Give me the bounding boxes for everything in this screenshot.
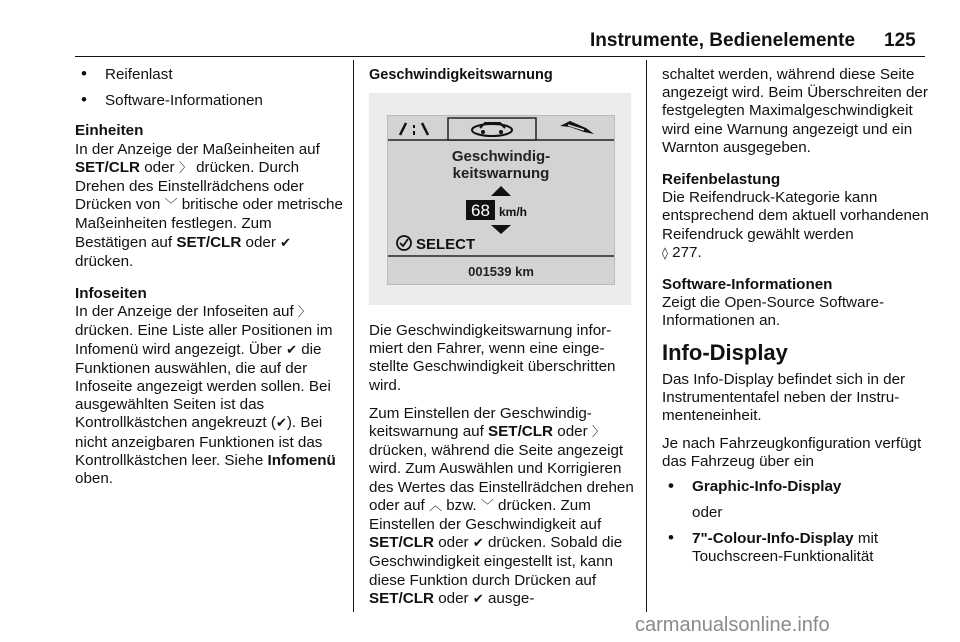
header-title: Instrumente, Bedienelemente <box>590 30 856 51</box>
column-2-body <box>369 322 637 619</box>
text: ausge- <box>483 589 535 607</box>
text: oder <box>241 233 281 251</box>
section-heading: Software-Informationen <box>662 276 833 294</box>
text: mit Touchscreen-Funktionalität <box>692 530 879 566</box>
text: bzw. <box>441 496 481 514</box>
text: drücken, während die Seite angezeigt wird. Zum Auswählen und Korrigieren des Wertes das Einstellrädchen drehen oder auf <box>369 442 634 514</box>
einheiten-section <box>75 122 345 271</box>
speed-warning-figure <box>369 93 631 305</box>
page-reference-icon: ◊ <box>662 245 668 260</box>
text: Zeigt die Open-Source Software-Informationen an. <box>662 294 885 330</box>
checkmark-icon: ✔ <box>275 416 287 432</box>
bullet-item: • Reifenlast <box>75 66 345 84</box>
bullet-item: • Graphic-Info-Display <box>662 478 930 496</box>
text: drücken. Sobald die Geschwindigkeit eingestellt ist, kann diese Funktion durch Drücken auf <box>369 534 623 589</box>
text: Die Reifendruck-Kategorie kann entsprechend dem aktuell vorhandenen Reifendruck gewählt werden <box>662 189 929 243</box>
checkmark-icon: ✔ <box>286 342 297 358</box>
text: In der Anzeige der Maßeinheiten auf <box>75 140 320 158</box>
text: In der Anzeige der Infoseiten auf <box>75 303 298 321</box>
instrument-display-screen <box>387 115 615 285</box>
speed-value: 68 <box>471 201 490 220</box>
section-heading: Reifenbelastung <box>662 171 781 189</box>
text: drücken. Zum Einstellen der Geschwindigkeit auf <box>369 496 602 534</box>
road-sign-icon <box>560 121 594 134</box>
text: oder <box>553 423 592 441</box>
column-divider-2 <box>646 60 647 612</box>
text: die Funktionen auswählen, die auf der Infoseite angezeigt werden sollen. Bei ausgewählten Seiten ist das Kontrollkästchen angekreuzt ( <box>75 340 331 432</box>
section-heading: Einheiten <box>75 122 144 140</box>
page-reference[interactable]: 277. <box>667 243 702 261</box>
text: oben. <box>75 470 114 488</box>
paragraph <box>369 405 637 609</box>
chevron-down-icon: ﹀ <box>164 198 178 214</box>
display-title-line1: Geschwindig- <box>451 148 551 165</box>
key-label: SET/CLR <box>369 534 434 552</box>
display-title-line2: keitswarnung <box>452 165 550 182</box>
column-3 <box>662 66 930 574</box>
arrow-down-icon <box>491 225 511 234</box>
infoseiten-section <box>75 285 345 488</box>
page-number: 125 <box>884 30 916 51</box>
bullet-connector: oder <box>692 503 723 521</box>
chevron-right-icon: 〉 <box>591 425 605 441</box>
paragraph: Die Geschwindigkeitswarnung informiert den Fahrer, wenn eine eingestellte Geschwindigkeit überschritten wird. <box>369 322 616 394</box>
display-graphic <box>388 116 614 284</box>
text: drücken. Eine Liste aller Positionen im Infomenü wird angezeigt. Über <box>75 322 333 358</box>
text: oder <box>433 534 473 552</box>
section-heading: Infoseiten <box>75 285 147 303</box>
checkmark-icon: ✔ <box>280 235 292 251</box>
bullet-item <box>662 530 930 566</box>
checkmark-icon: ✔ <box>472 536 484 552</box>
odometer-value: 001539 km <box>468 264 534 279</box>
chevron-down-icon: ﹀ <box>480 498 494 514</box>
text: oder <box>139 158 179 176</box>
bullet-item: • Software-Informationen <box>75 92 345 110</box>
text: oder <box>433 589 473 607</box>
chevron-up-icon: ︿ <box>428 498 442 514</box>
key-label: SET/CLR <box>75 158 140 176</box>
section-heading: Geschwindigkeitswarnung <box>369 67 553 83</box>
select-check-icon <box>397 236 411 250</box>
speed-unit: km/h <box>499 205 528 219</box>
chevron-right-icon: 〉 <box>178 160 192 176</box>
column-2 <box>369 66 637 84</box>
chevron-right-icon: 〉 <box>297 305 311 321</box>
text: Zum Einstellen der Geschwindigkeitswarnung auf <box>369 404 592 441</box>
paragraph: schaltet werden, während diese Seite angezeigt wird. Beim Überschreiten der festgelegten Maximalgeschwindigkeit wird eine Warnung angezeigt und ein Warnton ausgegeben. <box>662 66 928 156</box>
info-display-heading: Info-Display <box>662 339 788 365</box>
text: drücken. <box>75 252 134 270</box>
column-1 <box>75 66 345 498</box>
reifenbelastung-section <box>662 171 930 262</box>
column-divider-1 <box>353 60 354 612</box>
key-label: SET/CLR <box>488 423 554 441</box>
text: ). Bei nicht anzeigbaren Funktionen ist das Kontrollkästchen leer. Siehe <box>75 414 323 469</box>
key-label: SET/CLR <box>176 233 242 251</box>
select-label: SELECT <box>416 236 476 253</box>
text: britische oder metrische Maßeinheiten festlegen. Zum Bestätigen auf <box>75 196 343 251</box>
checkmark-icon: ✔ <box>472 591 484 607</box>
cross-reference-label: Infomenü <box>267 451 336 469</box>
text: 7"-Colour-Info-Display <box>692 530 854 548</box>
key-label: SET/CLR <box>369 589 434 607</box>
software-section <box>662 276 930 331</box>
paragraph: Je nach Fahrzeugkonfiguration verfügt das Fahrzeug über ein <box>662 435 922 471</box>
footer-watermark: carmanualsonline.info <box>635 614 830 636</box>
paragraph: Das Info-Display befindet sich in der Instrumententafel neben der Instrumenteneinheit. <box>662 370 906 425</box>
lane-assist-icon <box>400 123 428 135</box>
arrow-up-icon <box>491 186 511 196</box>
header-rule <box>75 56 925 57</box>
text: drücken. Durch Drehen des Einstellrädchens oder Drücken von <box>75 158 304 214</box>
